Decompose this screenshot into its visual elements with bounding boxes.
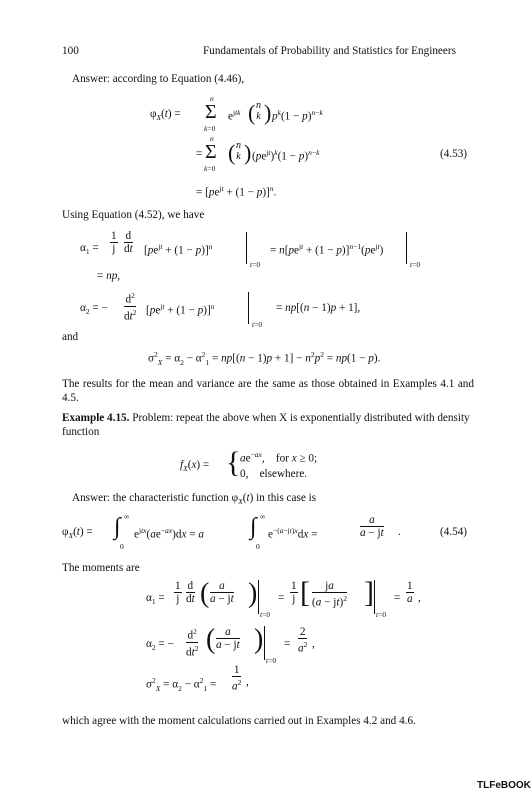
- example-paragraph: [62, 411, 474, 439]
- alpha1-exponential: $\alpha_1$ = $\frac{1}{j}$ $\frac{d}{dt}$ ( $\frac{a}{a - jt}$ ) t=0 = $\frac{1}{j}$ [ $\frac{ja}{(a - jt)^2}$ ] t=0 = $\frac{1}{a}$ ,: [146, 576, 421, 619]
- answer-cf-label: Answer: the characteristic function $\varphi_X(t)$ in this case is: [72, 492, 317, 507]
- alpha1-equation: $\alpha_1$ = $\frac{1}{j}$ $\frac{d}{dt}$ $[pe^{jt} + (1 - p)]^n$ t=0 = $n[pe^{jt} + (1 - p)]^{n-1}(pe^{jt})$ t=0: [80, 230, 421, 269]
- moments-text: The moments are: [62, 562, 140, 574]
- page-number: 100: [62, 45, 79, 57]
- example-text: Problem: repeat the above when X is exponentially distributed with density function: [62, 412, 470, 438]
- equation-number-4-54: (4.54): [440, 526, 468, 538]
- conclusion-paragraph: which agree with the moment calculations carried out in Examples 4.2 and 4.6.: [62, 715, 416, 727]
- using-equation-text: Using Equation (4.52), we have: [62, 209, 205, 221]
- equation-number-4-53: (4.53): [440, 148, 468, 160]
- alpha2-equation: $\alpha_2$ = − $\frac{d^2}{dt^2}$ $[pe^{jt} + (1 - p)]^n$ t=0 = np[(n − 1)p + 1],: [80, 291, 361, 329]
- answer-intro: Answer: according to Equation (4.46),: [72, 73, 245, 85]
- answer-cf-text: [72, 491, 316, 509]
- density-function: $f_X(x)$ = { $ae^{-ax}$, for x ≥ 0; 0, elsewhere.: [180, 446, 318, 480]
- variance-equation: $\sigma^2_X = \alpha_2 - \alpha^2_1 = np[(n - 1)p + 1] - n^2p^2 = np(1 - p)$.: [148, 350, 381, 367]
- variance-exponential: $\sigma^2_X = \alpha_2 - \alpha^2_1$ = $\frac{1}{a^2}$ ,: [146, 664, 249, 693]
- example-label: Example 4.15.: [62, 412, 130, 424]
- equation-4-53-line-3: = $[pe^{jt} + (1 - p)]^n$.: [196, 184, 277, 199]
- results-paragraph: The results for the mean and variance are the same as those obtained in Examples 4.1 and 4.5.: [62, 378, 474, 404]
- alpha1-result: = np,: [97, 270, 121, 282]
- footer-watermark: TLFeBOOK: [477, 780, 531, 791]
- alpha2-exponential: $\alpha_2$ = − $\frac{d^2}{dt^2}$ ( $\frac{a}{a - jt}$ ) t=0 = $\frac{2}{a^2}$ ,: [146, 624, 315, 665]
- equation-4-54: $\varphi_X(t)$ = ∫ ∞ 0 $e^{jtx}(ae^{-ax})dx = a$ ∫ ∞ 0 $e^{-(a-jt)x}dx$ = $\frac{a}{a - jt}$ .: [62, 512, 401, 551]
- running-title: Fundamentals of Probability and Statistics for Engineers: [203, 45, 456, 57]
- and-text: and: [62, 331, 79, 343]
